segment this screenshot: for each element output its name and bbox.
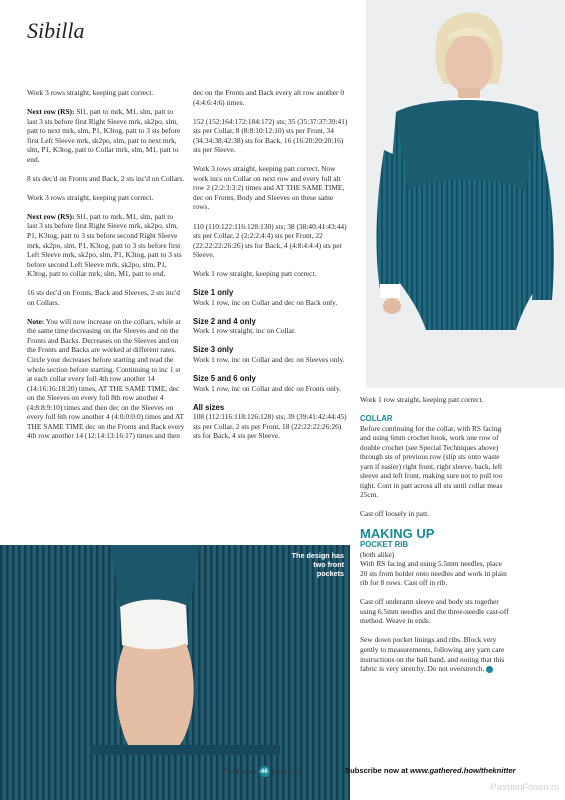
instruction-paragraph: (both alike): [360, 549, 395, 559]
instruction-text: Sl1, patt to mrk, M1, slm, patt to last 3 sts before first Right Sleeve mrk, sk2po, slm, P1, K3tog, patt to 3 sts before second Right Sleeve mrk, sk2po, slm, P1, K3tog, patt to 3 sts before first Left Sleeve mrk, sk2po, slm, P1, K3tog, patt to 3 sts before second Left Sleeve mrk, sk2po, slm, P1, K3tog, patt to collar mrk, slm, M1, patt to end.: [27, 211, 182, 279]
section-heading: Size 2 and 4 only: [193, 316, 256, 326]
page-footer: [222, 766, 301, 777]
model-photo: [366, 0, 565, 388]
instruction-paragraph: Cast off loosely in patt.: [360, 509, 430, 519]
instruction-lead: Next row (RS):: [27, 211, 75, 221]
instruction-paragraph: [27, 317, 185, 441]
instruction-text: Work 3 rows straight, keeping patt correct.: [27, 192, 154, 202]
section-heading: COLLAR: [360, 414, 393, 424]
instruction-text: Work 3 rows straight, keeping patt correct.: [27, 88, 154, 97]
instruction-text: 16 sts dec'd on Fronts, Back and Sleeves, 2 sts inc'd on Collars.: [27, 288, 180, 307]
instruction-paragraph: Work 1 row, inc on Collar and dec on Sleeves only.: [193, 354, 345, 364]
section-heading: Size 3 only: [193, 345, 234, 355]
pocket-detail-photo: [0, 545, 350, 800]
instruction-paragraph: Cast off underarm sleeve and body sts together using 6.5mm needles and the three-needle cast-off method. Weave in ends.: [360, 597, 509, 626]
instruction-paragraph: Work 1 row straight, keeping patt correct.: [360, 395, 484, 404]
photo-caption: The design has two front pockets: [291, 551, 344, 578]
instruction-paragraph: [27, 288, 185, 307]
instruction-paragraph: Work 1 row straight, keeping patt correct.: [193, 269, 317, 279]
page-number: 46: [260, 768, 268, 775]
subscribe-line: [345, 766, 516, 775]
section-title: MAKING UP: [360, 525, 435, 541]
subscribe-text: Subscribe now at: [345, 766, 408, 775]
instruction-lead: Note:: [27, 316, 45, 326]
page-title: Sibilla: [27, 18, 85, 43]
instruction-paragraph: [27, 174, 185, 184]
pattern-column-1: [27, 88, 185, 450]
pattern-column-3: [360, 395, 510, 683]
instruction-text: You will now increase on the collars, while at the same time decreasing on the Sleeves and on the Fronts and Backs. Decreases on the Sleeves and on the Fronts and Backs are worked at different rates. Circle your decreases before starting and read the whole section before starting. Continuing to inc 1 st at each collar every foll 4th row another 14 (14:16:16:18:20) times, AT THE SAME TIME, dec on the Sleeves on every foll 8th row another 4 (4:8:8:9:10) times and then dec on the Sleeves on every foll 6th row another 4 (4:0:0:0:0) times and AT THE SAME TIME dec on the Fronts and Back every 4th row another 14 (12:14:13:16:17) times and then: [27, 316, 185, 441]
instruction-paragraph: Work 1 row, inc on Collar and dec on Fronts only.: [193, 383, 341, 393]
instruction-paragraph: Sew down pocket linings and ribs. Block very gently to measurements, following any yarn care instructions on the ball band, and noting that this fabric is very stretchy. Do not overstretch.: [360, 635, 505, 674]
instruction-paragraph: dec on the Fronts and Back every alt row another 0 (4:4:6:4:6) times.: [193, 88, 345, 107]
instruction-paragraph: 152 (152:164:172:184:172) sts; 35 (35:37:37:39:41) sts per Collar, 8 (8:8:10:12:10) sts per Front, 34 (34:34:38:42:38) sts for Back, 16 (16:20:20:20:16) sts per Sleeve.: [193, 116, 348, 155]
instruction-paragraph: With RS facing and using 5.5mm needles, place 20 sts from holder onto needles and work in plain rib for 8 rows. Cast off in rib.: [360, 559, 507, 588]
section-subheading: POCKET RIB: [360, 540, 409, 550]
section-heading: All sizes: [193, 402, 225, 412]
model-illustration: [366, 0, 565, 388]
section-heading: Size 5 and 6 only: [193, 374, 256, 384]
section-heading: Size 1 only: [193, 288, 234, 298]
instruction-paragraph: Work 3 rows straight, keeping patt correct. Now work incs on Collar on next row and every foll alt row 2 (2:2:3:3:2) times and AT THE SAME TIME, dec on Fronts, Body and Sleeves on these same rows.: [193, 164, 345, 212]
instruction-paragraph: Before continuing for the collar, with RS facing and using 6mm crochet hook, work one row of double crochet (see Special Techniques above) through sts of previous row (slip sts onto waste yarn if easier) right front, right sleeve, back, left sleeve and left front, making sure not to pull too tight. Cont in patt across all sts until collar meas 25cm.: [360, 423, 503, 500]
subscribe-url[interactable]: www.gathered.how/theknitter: [410, 766, 516, 775]
instruction-paragraph: Work 1 row straight, inc on Collar.: [193, 326, 296, 336]
instruction-paragraph: 108 (112:116:118:126:128) sts; 39 (39:41:42:44:45) sts per Collar, 2 sts per Front, 18 (22:22:22:26:26) sts for Back, 4 sts per Sleeve.: [193, 412, 347, 441]
instruction-paragraph: 110 (110:122:116:128:130) sts; 38 (38:40:41:43:44) sts per Collar, 2 (2:2:2:4:4) sts per Front, 22 (22:22:22:26:26) sts for Back, 4 (4:8:4:4:4) sts per Sleeve.: [193, 221, 347, 260]
instruction-text: 8 sts dec'd on Fronts and Back, 2 sts inc'd on Collars.: [27, 173, 185, 183]
instruction-lead: Next row (RS):: [27, 107, 75, 117]
instruction-paragraph: [27, 88, 185, 98]
issue-number: Issue 212: [271, 766, 301, 776]
magazine-name: The Knitter: [222, 766, 257, 776]
instruction-paragraph: [27, 193, 185, 203]
pattern-column-2: [193, 88, 349, 450]
instruction-paragraph: [27, 107, 185, 164]
instruction-text: Sl1, patt to mrk, M1, slm, patt to last 3 sts before first Right Sleeve mrk, sk2po, slm, patt to next mrk, slm, P1, K3tog, patt to 3 sts before first Left Sleeve mrk, sk2po, slm, patt to next mrk, slm, P1, K3tog, patt to Collar mrk, slm, M1, patt to end.: [27, 107, 181, 164]
instruction-paragraph: Work 1 row, inc on Collar and dec on Back only.: [193, 297, 338, 307]
instruction-paragraph: [27, 212, 185, 279]
end-mark-icon: [486, 666, 493, 673]
pocket-illustration: [0, 545, 350, 800]
watermark: PassionForum.ru: [490, 782, 559, 792]
